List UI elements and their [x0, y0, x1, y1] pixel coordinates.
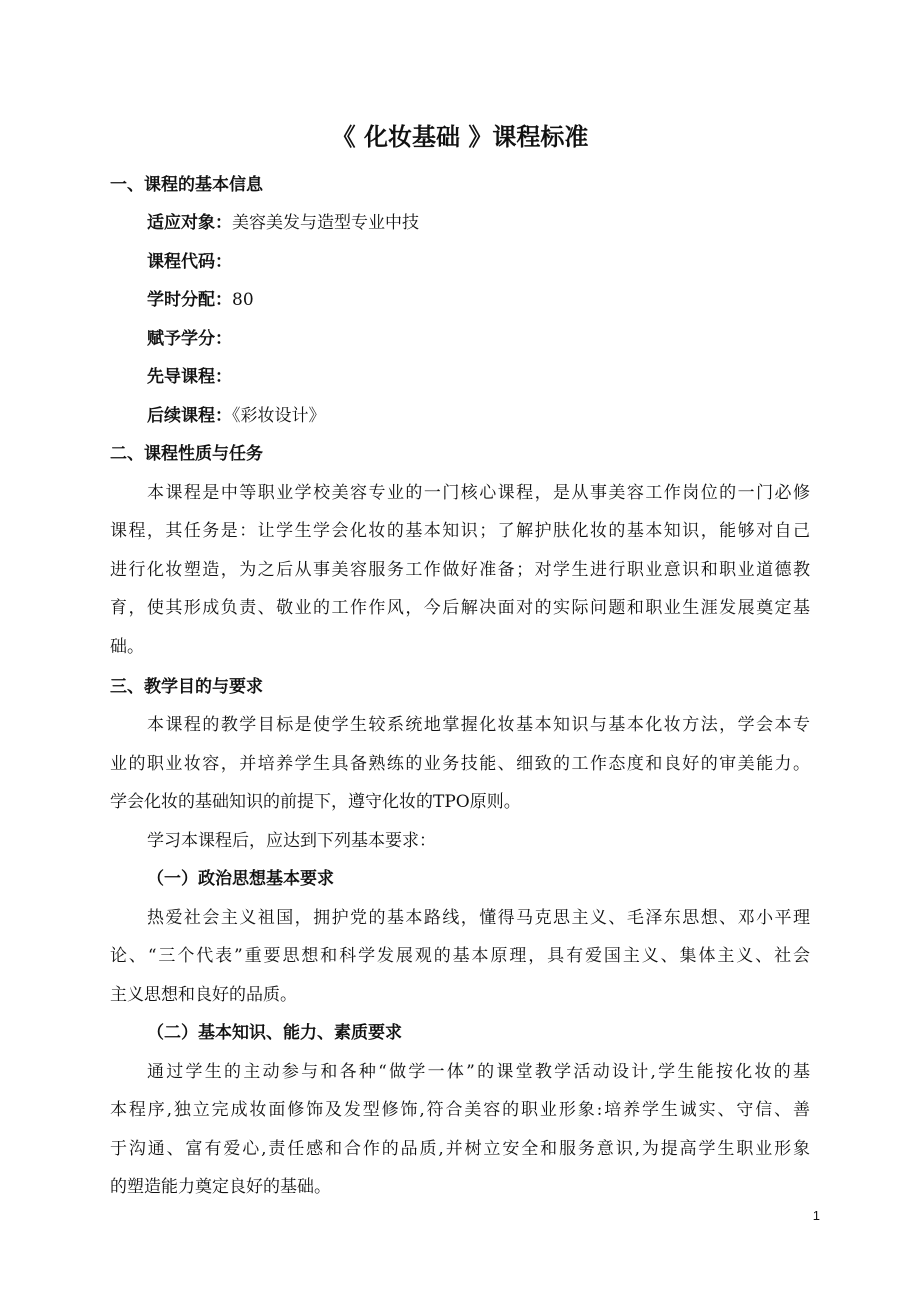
paragraph-line: 学习本课程后，应达到下列基本要求： — [147, 831, 436, 851]
paragraph-line: 本程序,独立完成妆面修饰及发型修饰,符合美容的职业形象:培养学生诚实、守信、善 — [110, 1100, 810, 1120]
subsection-heading-political: （一）政治思想基本要求 — [147, 869, 334, 889]
info-row-hours — [147, 289, 807, 311]
section-heading-nature-task: 二、课程性质与任务 — [110, 444, 263, 464]
paragraph-line: 热爱社会主义祖国，拥护党的基本路线，懂得马克思主义、毛泽东思想、邓小平理 — [147, 908, 810, 928]
paragraph-line: 通过学生的主动参与和各种“做学一体”的课堂教学活动设计,学生能按化妆的基 — [147, 1062, 810, 1082]
paragraph-line: 课程，其任务是：让学生学会化妆的基本知识；了解护肤化妆的基本知识，能够对自己 — [110, 521, 810, 541]
paragraph-line: 本课程是中等职业学校美容专业的一门核心课程，是从事美容工作岗位的一门必修 — [147, 483, 810, 503]
info-row-target — [147, 212, 807, 234]
document-title: 《 化妆基础 》课程标准 — [331, 122, 589, 151]
subsection-heading-knowledge: （二）基本知识、能力、素质要求 — [147, 1023, 402, 1043]
info-label: 课程代码： — [147, 252, 232, 272]
info-row-course-code — [147, 251, 807, 273]
info-label: 学时分配： — [147, 290, 232, 310]
page-number: 1 — [812, 1208, 820, 1223]
info-label: 赋予学分： — [147, 329, 232, 349]
paragraph-line: 业的职业妆容，并培养学生具备熟练的业务技能、细致的工作态度和良好的审美能力。 — [110, 754, 810, 774]
paragraph-line: 论、“三个代表”重要思想和科学发展观的基本原理，具有爱国主义、集体主义、社会 — [110, 946, 810, 966]
info-row-credits — [147, 328, 807, 350]
info-label: 后续课程： — [147, 406, 232, 426]
paragraph-line: 育，使其形成负责、敬业的工作作风，今后解决面对的实际问题和职业生涯发展奠定基 — [110, 598, 810, 618]
paragraph-line: 于沟通、富有爱心,责任感和合作的品质,并树立安全和服务意识,为提高学生职业形象 — [110, 1139, 810, 1159]
section-heading-objectives: 三、教学目的与要求 — [110, 677, 263, 697]
paragraph-line: 础。 — [110, 637, 144, 657]
info-value: 80 — [232, 290, 254, 310]
paragraph-line: 本课程的教学目标是使学生较系统地掌握化妆基本知识与基本化妆方法，学会本专 — [147, 715, 810, 735]
info-value: 《彩妆设计》 — [232, 406, 326, 426]
info-row-prerequisite — [147, 366, 807, 388]
info-label: 先导课程： — [147, 367, 232, 387]
info-row-follow-up — [147, 405, 807, 427]
info-label: 适应对象： — [147, 213, 232, 233]
paragraph-line: 主义思想和良好的品质。 — [110, 985, 297, 1005]
paragraph-line: 学会化妆的基础知识的前提下，遵守化妆的TPO原则。 — [110, 792, 521, 812]
paragraph-line: 的塑造能力奠定良好的基础。 — [110, 1177, 331, 1197]
section-heading-basic-info: 一、课程的基本信息 — [110, 175, 263, 195]
info-value: 美容美发与造型专业中技 — [232, 213, 419, 233]
paragraph-line: 进行化妆塑造，为之后从事美容服务工作做好准备；对学生进行职业意识和职业道德教 — [110, 560, 810, 580]
